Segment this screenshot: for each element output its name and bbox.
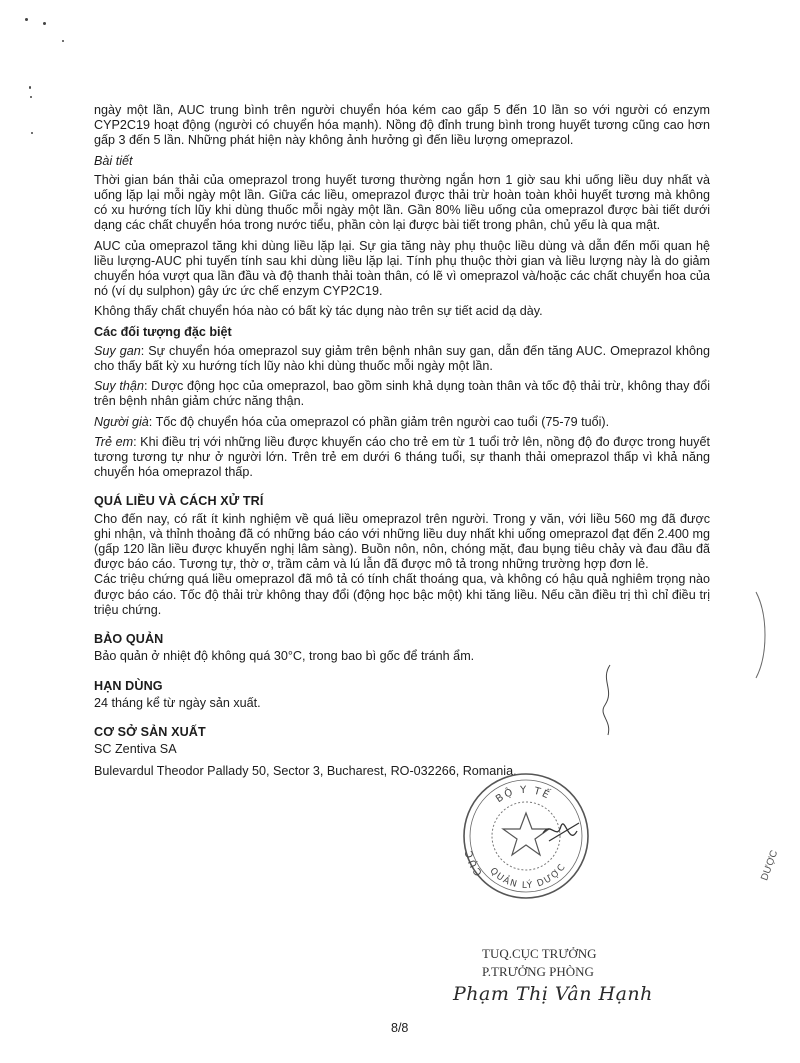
signatory-name: Phạm Thị Vân Hạnh — [453, 983, 653, 1005]
stamp-left-text: CỤC — [463, 847, 485, 878]
elderly-paragraph — [94, 415, 710, 430]
liver-label: Suy gan — [94, 343, 141, 358]
scan-speck — [29, 86, 31, 89]
kidney-label: Suy thận — [94, 379, 144, 394]
kidney-text: : Dược động học của omeprazol, bao gồm sinh khả dụng toàn thân và tốc độ thải trừ, không thay đổi trên bệnh nhân giảm chức năng thận. — [94, 379, 710, 409]
excretion-paragraph: Thời gian bán thải của omeprazol trong huyết tương thường ngắn hơn 1 giờ sau khi uống liều duy nhất và uống lặp lại mỗi ngày một lần. Giữa các liều, omeprazol được thải trừ hoàn toàn khỏi huyết tương mà không có xu hướng tích lũy khi dùng thuốc mỗi ngày một lần. Gần 80% liều uống của omeprazol được bài tiết dưới dạng các chất chuyển hóa trong nước tiểu, phần còn lại được bài tiết trong phân, chủ yếu là qua mật. — [94, 172, 710, 233]
signatory-title: TUQ.CỤC TRƯỞNG — [482, 946, 597, 961]
elderly-text: : Tốc độ chuyển hóa của omeprazol có phần giảm trên người cao tuổi (75-79 tuổi). — [148, 414, 610, 429]
expiry-heading: HẠN DÙNG — [94, 678, 163, 693]
scan-speck — [31, 132, 33, 134]
overdose-paragraph: Cho đến nay, có rất ít kinh nghiệm về quá liều omeprazol trên người. Trong y văn, với liều 560 mg đã được ghi nhận, và thỉnh thoảng đã có những báo cáo với những liều duy nhất khi uống omeprazol đạt đến 2.400 mg (gấp 120 lần liều được khuyến nghị lâm sàng). Buồn nôn, nôn, chóng mặt, đau bụng tiêu chảy và đau đầu đã được báo cáo. Tương tự, thờ ơ, trầm cảm và lú lẫn đã được mô tả trong những trường hợp đơn lẻ. — [94, 511, 710, 572]
manufacturer-heading: CƠ SỞ SẢN XUẤT — [94, 724, 206, 739]
margin-bracket — [752, 590, 772, 680]
manufacturer-name: SC Zentiva SA — [94, 742, 177, 757]
scan-speck — [43, 22, 46, 25]
star-emblem-icon — [503, 813, 549, 855]
liver-impairment-paragraph — [94, 344, 710, 374]
renal-impairment-paragraph — [94, 379, 710, 409]
special-populations-heading: Các đối tượng đặc biệt — [94, 324, 232, 339]
children-text: : Khi điều trị với những liều được khuyến cáo cho trẻ em từ 1 tuổi trở lên, nồng độ đo được trong huyết tương tương tự như ở người lớn. Trên trẻ em dưới 6 tháng tuổi, sự thanh thải omeprazol thấp vì khả năng chuyển hóa omeprazol thấp. — [94, 434, 710, 480]
metabolite-paragraph: Không thấy chất chuyển hóa nào có bất kỳ tác dụng nào trên sự tiết acid dạ dày. — [94, 304, 543, 319]
page-number: 8/8 — [391, 1021, 409, 1035]
margin-note: DƯỢC — [759, 848, 781, 883]
signature-scribble — [543, 823, 579, 841]
signatory-subtitle: P.TRƯỞNG PHÒNG — [482, 964, 594, 979]
elderly-label: Người già — [94, 414, 149, 429]
stamp-bottom-text: QUẢN LÝ DƯỢC — [487, 861, 569, 892]
official-stamp — [461, 771, 591, 901]
scan-speck — [25, 18, 28, 21]
auc-paragraph: AUC của omeprazol tăng khi dùng liều lặp lại. Sự gia tăng này phụ thuộc liều dùng và dẫn đến mối quan hệ liều lượng-AUC phi tuyến tính sau khi dùng liều lặp lại. Tính phụ thuộc thời gian và liều lượng này là do giảm chuyển hóa vượt qua lần đầu và độ thanh thải toàn thân, có lẽ vì omeprazol và/hoặc các chất chuyển hoa của nó (ví dụ sulphon) gây ức ức chế enzym CYP2C19. — [94, 238, 710, 299]
expiry-text: 24 tháng kể từ ngày sản xuất. — [94, 695, 261, 710]
pk-paragraph: ngày một lần, AUC trung bình trên người chuyển hóa kém cao gấp 5 đến 10 lần so với người có enzym CYP2C19 hoạt động (người có chuyển hóa mạnh). Nồng độ đỉnh trung bình trong huyết tương cũng cao hơn gấp 3 đến 5 lần. Những phát hiện này không ảnh hưởng gì đến liều lượng omeprazol. — [94, 103, 710, 148]
scan-speck — [62, 40, 64, 42]
children-label: Trẻ em — [94, 434, 134, 449]
overdose-symptoms-paragraph: Các triệu chứng quá liều omeprazol đã mô tả có tính chất thoáng qua, và không có hậu quả nghiêm trọng nào được báo cáo. Tốc độ thải trừ không thay đổi (động học bậc một) khi tăng liều. Nếu cần điều trị thì chỉ điều trị triệu chứng. — [94, 572, 710, 617]
storage-text: Bảo quản ở nhiệt độ không quá 30°C, trong bao bì gốc để tránh ẩm. — [94, 649, 475, 664]
liver-text: : Sự chuyển hóa omeprazol suy giảm trên bệnh nhân suy gan, dẫn đến tăng AUC. Omeprazol không cho thấy bất kỳ xu hướng tích lũy nào khi dùng thuốc mỗi ngày một lần. — [94, 343, 710, 374]
scan-speck — [30, 96, 32, 98]
excretion-subheading: Bài tiết — [94, 153, 133, 168]
children-paragraph — [94, 435, 710, 481]
initial-mark — [590, 660, 630, 740]
overdose-heading: QUÁ LIỀU VÀ CÁCH XỬ TRÍ — [94, 494, 264, 509]
storage-heading: BẢO QUẢN — [94, 632, 164, 647]
stamp-top-text: BỘ Y TẾ — [494, 784, 553, 806]
manufacturer-address: Bulevardul Theodor Pallady 50, Sector 3, Bucharest, RO-032266, Romania. — [94, 764, 517, 779]
